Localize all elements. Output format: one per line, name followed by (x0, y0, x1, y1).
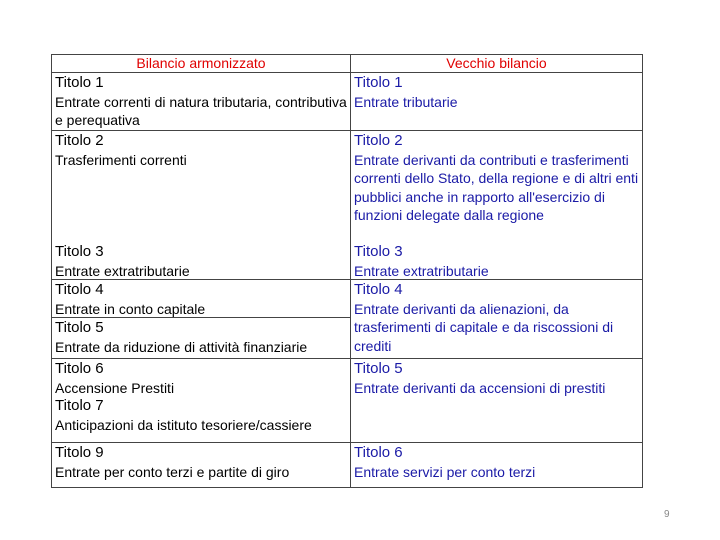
left-titolo-4 (52, 280, 350, 319)
row-divider (52, 72, 642, 73)
left-titolo-4-title: Titolo 4 (55, 281, 104, 298)
right-titolo-5-desc: Entrate derivanti da accensioni di prestiti (354, 379, 606, 396)
right-titolo-5 (351, 359, 642, 398)
left-titolo-1 (52, 73, 350, 131)
row-divider (52, 279, 642, 280)
header-vecchio-bilancio: Vecchio bilancio (446, 55, 547, 71)
left-titolo-4-desc: Entrate in conto capitale (55, 300, 206, 317)
left-titolo-7-desc: Anticipazioni da istituto tesoriere/cassiere (55, 416, 312, 433)
right-titolo-5-title: Titolo 5 (354, 360, 403, 377)
row-divider (52, 358, 642, 359)
left-titolo-5-title: Titolo 5 (55, 319, 104, 336)
left-titolo-5 (52, 318, 350, 357)
row-divider (52, 442, 642, 443)
right-titolo-2-desc: Entrate derivanti da contributi e trasferimenti correnti dello Stato, della regione e di altri enti pubblici anche in rapporto all'esercizio di funzioni delegate dalla regione (354, 151, 639, 223)
right-titolo-3-desc: Entrate extratributarie (354, 262, 489, 279)
left-titolo-1-title: Titolo 1 (55, 74, 104, 91)
right-titolo-3-title: Titolo 3 (354, 243, 403, 260)
right-titolo-4 (351, 280, 642, 356)
left-titolo-2 (52, 131, 350, 170)
left-titolo-2-desc: Trasferimenti correnti (55, 151, 187, 168)
right-titolo-6 (351, 443, 642, 482)
left-titolo-9-title: Titolo 9 (55, 444, 104, 461)
right-titolo-1 (351, 73, 642, 112)
right-titolo-2-title: Titolo 2 (354, 132, 403, 149)
right-titolo-4-title: Titolo 4 (354, 281, 403, 298)
left-titolo-5-desc: Entrate da riduzione di attività finanziarie (55, 338, 308, 355)
right-titolo-3 (351, 242, 642, 281)
right-titolo-4-desc: Entrate derivanti da alienazioni, da trasferimenti di capitale e da riscossioni di crediti (354, 300, 614, 354)
right-titolo-6-desc: Entrate servizi per conto terzi (354, 463, 536, 480)
left-titolo-6-7 (52, 359, 350, 435)
row-divider (52, 130, 642, 131)
header-bilancio-armonizzato: Bilancio armonizzato (136, 55, 266, 71)
left-titolo-1-desc: Entrate correnti di natura tributaria, contributiva e perequativa (55, 93, 347, 128)
column-divider (350, 55, 351, 487)
row-divider (52, 317, 350, 318)
revenue-comparison-table (51, 54, 643, 488)
left-titolo-9 (52, 443, 350, 482)
right-titolo-6-title: Titolo 6 (354, 444, 403, 461)
right-titolo-1-title: Titolo 1 (354, 74, 403, 91)
right-titolo-2 (351, 131, 642, 226)
page-number: 9 (664, 509, 670, 520)
left-titolo-3 (52, 242, 350, 281)
right-titolo-1-desc: Entrate tributarie (354, 93, 458, 110)
left-titolo-2-title: Titolo 2 (55, 132, 104, 149)
left-titolo-6-title: Titolo 6 (55, 360, 104, 377)
left-titolo-6-desc: Accensione Prestiti (55, 379, 175, 396)
left-titolo-9-desc: Entrate per conto terzi e partite di giro (55, 463, 290, 480)
left-titolo-7-title: Titolo 7 (55, 397, 104, 414)
left-titolo-3-desc: Entrate extratributarie (55, 262, 190, 279)
left-titolo-3-title: Titolo 3 (55, 243, 104, 260)
